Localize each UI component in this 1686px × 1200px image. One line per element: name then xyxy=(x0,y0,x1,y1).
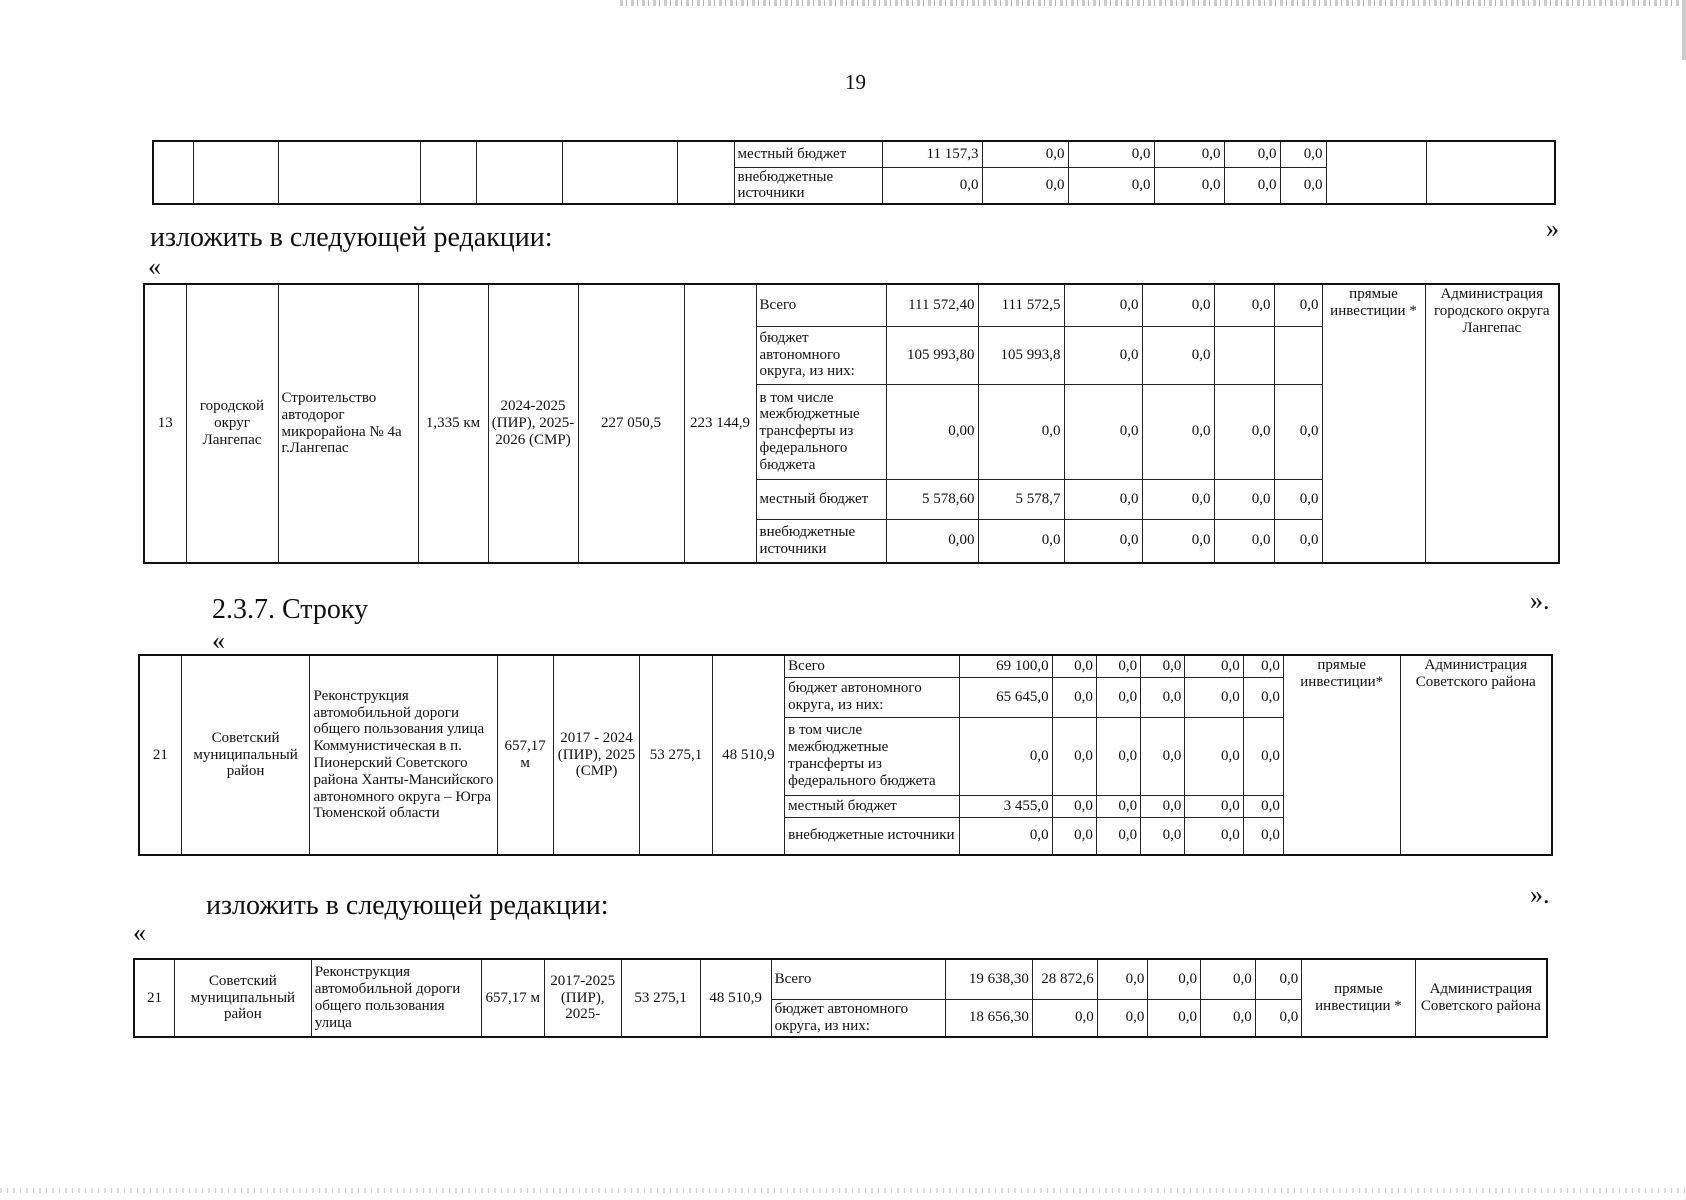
funding-source: внебюджетные источники xyxy=(734,167,882,204)
amount-cell: 0,0 xyxy=(1052,795,1096,817)
table-fragment-previous xyxy=(152,140,1556,205)
estimate-cell: 53 275,1 xyxy=(621,959,700,1037)
funding-source: в том числе межбюджетные трансферты из федерального бюджета xyxy=(785,717,960,795)
amount-cell: 105 993,8 xyxy=(978,326,1064,384)
amount-cell: 0,0 xyxy=(1214,519,1274,563)
funding-source: местный бюджет xyxy=(785,795,960,817)
funding-source: внебюджетные источники xyxy=(756,519,886,563)
period-cell: 2017-2025 (ПИР), 2025- xyxy=(544,959,621,1037)
amount-cell: 0,0 xyxy=(1141,795,1185,817)
amount-cell: 0,0 xyxy=(1097,959,1148,999)
amount-cell: 0,0 xyxy=(982,141,1068,167)
amount-cell: 0,0 xyxy=(978,384,1064,479)
scan-edge-bottom xyxy=(0,1188,1686,1193)
heading-new-edition: изложить в следующей редакции: xyxy=(206,890,609,921)
amount-cell: 0,0 xyxy=(1243,717,1283,795)
amount-cell: 3 455,0 xyxy=(960,795,1053,817)
table-object-13 xyxy=(143,283,1560,564)
cell-empty xyxy=(420,141,476,204)
amount-cell: 0,0 xyxy=(1097,999,1148,1037)
amount-cell: 0,0 xyxy=(1052,677,1096,717)
row-number: 21 xyxy=(134,959,175,1037)
investment-type-cell: прямые инвестиции* xyxy=(1283,655,1400,855)
table-row xyxy=(153,141,1555,167)
amount-cell: 18 656,30 xyxy=(945,999,1032,1037)
close-quote: » xyxy=(1546,214,1559,243)
table-row xyxy=(144,284,1559,326)
funding-source: бюджет автономного округа, из них: xyxy=(785,677,960,717)
amount-cell: 65 645,0 xyxy=(960,677,1053,717)
funding-source: Всего xyxy=(771,959,945,999)
amount-cell: 0,0 xyxy=(1214,479,1274,519)
amount-cell: 0,0 xyxy=(1064,519,1142,563)
amount-cell xyxy=(1214,326,1274,384)
estimate-cell: 53 275,1 xyxy=(640,655,712,855)
table-object-21-old xyxy=(138,654,1553,856)
amount-cell: 0,0 xyxy=(1141,817,1185,855)
table-object-21-new xyxy=(133,958,1548,1038)
cell-empty xyxy=(153,141,193,204)
amount-cell: 0,0 xyxy=(1154,141,1224,167)
executor-cell: Администрация Советского района xyxy=(1415,959,1547,1037)
object-name-cell: Реконструкция автомобильной дороги общего пользования улица xyxy=(311,959,481,1037)
table-row xyxy=(139,655,1552,677)
amount-cell: 0,00 xyxy=(886,519,978,563)
municipality-cell: городской округ Лангепас xyxy=(186,284,278,563)
amount-cell: 0,0 xyxy=(1052,817,1096,855)
amount-cell: 5 578,7 xyxy=(978,479,1064,519)
amount-cell: 0,0 xyxy=(1068,141,1154,167)
amount-cell: 0,0 xyxy=(1142,326,1214,384)
scan-edge-right xyxy=(1682,0,1686,60)
amount-cell: 0,0 xyxy=(1141,717,1185,795)
amount-cell: 0,0 xyxy=(1243,795,1283,817)
amount-cell: 0,0 xyxy=(1052,655,1096,677)
amount-cell: 0,0 xyxy=(1096,795,1140,817)
remaining-cell: 48 510,9 xyxy=(700,959,771,1037)
cell-empty xyxy=(1426,141,1555,204)
close-quote: ». xyxy=(1530,586,1550,615)
amount-cell: 0,0 xyxy=(1280,167,1326,204)
amount-cell: 0,0 xyxy=(960,817,1053,855)
amount-cell: 0,0 xyxy=(1274,519,1322,563)
amount-cell: 0,0 xyxy=(1185,677,1243,717)
amount-cell: 0,0 xyxy=(1243,817,1283,855)
amount-cell: 0,0 xyxy=(1141,655,1185,677)
municipality-cell: Советский муниципальный район xyxy=(181,655,310,855)
close-quote: ». xyxy=(1530,880,1550,909)
heading-section-2-3-7: 2.3.7. Строку xyxy=(212,594,369,625)
amount-cell: 0,0 xyxy=(1154,167,1224,204)
funding-source: в том числе межбюджетные трансферты из федерального бюджета xyxy=(756,384,886,479)
funding-source: бюджет автономного округа, из них: xyxy=(771,999,945,1037)
funding-source: Всего xyxy=(756,284,886,326)
amount-cell: 5 578,60 xyxy=(886,479,978,519)
period-cell: 2017 - 2024 (ПИР), 2025 (СМР) xyxy=(553,655,639,855)
amount-cell: 0,0 xyxy=(1243,677,1283,717)
open-quote: « xyxy=(148,252,161,281)
investment-type-cell: прямые инвестиции * xyxy=(1322,284,1425,563)
amount-cell: 0,0 xyxy=(1148,999,1201,1037)
amount-cell xyxy=(1274,326,1322,384)
amount-cell: 0,0 xyxy=(1255,959,1302,999)
executor-cell: Администрация Советского района xyxy=(1400,655,1552,855)
amount-cell: 0,0 xyxy=(1274,384,1322,479)
cell-empty xyxy=(562,141,677,204)
amount-cell: 0,0 xyxy=(1142,384,1214,479)
amount-cell: 0,0 xyxy=(1142,479,1214,519)
amount-cell: 111 572,5 xyxy=(978,284,1064,326)
amount-cell: 0,0 xyxy=(1214,284,1274,326)
amount-cell: 0,0 xyxy=(1185,655,1243,677)
amount-cell: 11 157,3 xyxy=(882,141,982,167)
capacity-cell: 1,335 км xyxy=(418,284,488,563)
cell-empty xyxy=(278,141,420,204)
amount-cell: 19 638,30 xyxy=(945,959,1032,999)
amount-cell: 0,0 xyxy=(1142,284,1214,326)
cell-empty xyxy=(193,141,278,204)
amount-cell: 0,0 xyxy=(1185,817,1243,855)
amount-cell: 0,0 xyxy=(1274,479,1322,519)
amount-cell: 0,0 xyxy=(1064,479,1142,519)
cell-empty xyxy=(677,141,734,204)
amount-cell: 0,0 xyxy=(978,519,1064,563)
capacity-cell: 657,17 м xyxy=(481,959,544,1037)
amount-cell: 0,0 xyxy=(1096,717,1140,795)
amount-cell: 0,0 xyxy=(960,717,1053,795)
amount-cell: 0,0 xyxy=(1064,384,1142,479)
page-number: 19 xyxy=(845,70,866,94)
remaining-cell: 48 510,9 xyxy=(712,655,784,855)
funding-source: бюджет автономного округа, из них: xyxy=(756,326,886,384)
amount-cell: 0,0 xyxy=(1096,655,1140,677)
table-row xyxy=(134,959,1547,999)
heading-new-edition: изложить в следующей редакции: xyxy=(150,222,553,253)
amount-cell: 28 872,6 xyxy=(1032,959,1097,999)
amount-cell: 0,0 xyxy=(1274,284,1322,326)
amount-cell: 0,0 xyxy=(1064,284,1142,326)
row-number: 21 xyxy=(139,655,181,855)
amount-cell: 0,0 xyxy=(1224,141,1280,167)
amount-cell: 69 100,0 xyxy=(960,655,1053,677)
amount-cell: 0,0 xyxy=(1141,677,1185,717)
scan-edge-top xyxy=(620,0,1686,6)
amount-cell: 0,0 xyxy=(1214,384,1274,479)
amount-cell: 0,0 xyxy=(1064,326,1142,384)
amount-cell: 0,0 xyxy=(1255,999,1302,1037)
open-quote: « xyxy=(212,626,225,655)
amount-cell: 0,0 xyxy=(982,167,1068,204)
funding-source: внебюджетные источники xyxy=(785,817,960,855)
open-quote: « xyxy=(133,918,146,947)
amount-cell: 0,0 xyxy=(1224,167,1280,204)
executor-cell: Администрация городского округа Лангепас xyxy=(1425,284,1559,563)
period-cell: 2024-2025 (ПИР), 2025-2026 (СМР) xyxy=(488,284,578,563)
row-number: 13 xyxy=(144,284,186,563)
funding-source: местный бюджет xyxy=(756,479,886,519)
amount-cell: 0,0 xyxy=(1201,999,1256,1037)
capacity-cell: 657,17 м xyxy=(497,655,553,855)
estimate-cell: 227 050,5 xyxy=(578,284,684,563)
remaining-cell: 223 144,9 xyxy=(684,284,756,563)
amount-cell: 0,0 xyxy=(882,167,982,204)
amount-cell: 0,0 xyxy=(1032,999,1097,1037)
amount-cell: 111 572,40 xyxy=(886,284,978,326)
object-name-cell: Строительство автодорог микрорайона № 4а г.Лангепас xyxy=(278,284,418,563)
amount-cell: 0,0 xyxy=(1096,817,1140,855)
amount-cell: 0,00 xyxy=(886,384,978,479)
amount-cell: 0,0 xyxy=(1142,519,1214,563)
object-name-cell: Реконструкция автомобильной дороги общего пользования улица Коммунистическая в п. Пионерский Советского района Ханты-Мансийского автономного округа – Югра Тюменской области xyxy=(310,655,497,855)
amount-cell: 0,0 xyxy=(1280,141,1326,167)
amount-cell: 0,0 xyxy=(1068,167,1154,204)
funding-source: местный бюджет xyxy=(734,141,882,167)
amount-cell: 0,0 xyxy=(1096,677,1140,717)
amount-cell: 0,0 xyxy=(1201,959,1256,999)
amount-cell: 0,0 xyxy=(1052,717,1096,795)
investment-type-cell: прямые инвестиции * xyxy=(1302,959,1415,1037)
amount-cell: 105 993,80 xyxy=(886,326,978,384)
municipality-cell: Советский муниципальный район xyxy=(175,959,312,1037)
amount-cell: 0,0 xyxy=(1185,795,1243,817)
amount-cell: 0,0 xyxy=(1243,655,1283,677)
funding-source: Всего xyxy=(785,655,960,677)
amount-cell: 0,0 xyxy=(1185,717,1243,795)
cell-empty xyxy=(1326,141,1426,204)
amount-cell: 0,0 xyxy=(1148,959,1201,999)
cell-empty xyxy=(476,141,562,204)
